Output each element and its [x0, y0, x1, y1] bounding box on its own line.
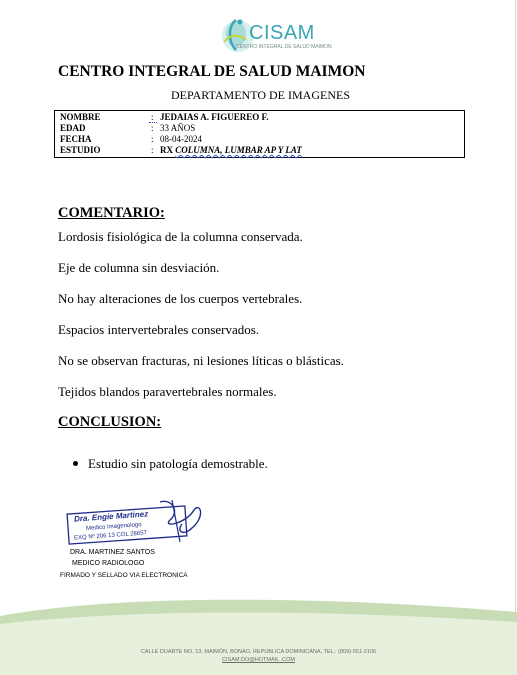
conclusion-heading: CONCLUSION:: [58, 414, 162, 430]
patient-value: JEDAIAS A. FIGUEREO F.: [160, 112, 269, 122]
footer-address: CALLE DUARTE NO. 13, MAIMÓN, BONAO, REPUBLICA DOMINICANA, TEL.: (809)-551-2106: [140, 649, 377, 655]
comentario-line: Espacios intervertebrales conservados.: [58, 322, 260, 337]
stamp-line-id: EXQ Nº 206 13 COL 28657: [73, 530, 148, 542]
patient-value: [160, 145, 302, 156]
department-title: DEPARTAMENTO DE IMAGENES: [171, 88, 350, 102]
study-prefix: RX: [160, 145, 173, 155]
signature-stamp: [60, 498, 210, 548]
doctor-name: DRA. MARTINEZ SANTOS: [70, 549, 155, 556]
footer-wave: [0, 598, 517, 675]
patient-label: NOMBRE: [60, 112, 101, 122]
patient-colon: :: [151, 123, 154, 133]
bullet-icon: [73, 461, 78, 466]
patient-colon: :: [151, 145, 154, 155]
comentario-line: Tejidos blandos paravertebrales normales.: [58, 384, 277, 399]
institution-title: CENTRO INTEGRAL DE SALUD MAIMON: [58, 63, 366, 80]
logo-name: CISAM: [249, 22, 315, 44]
patient-value: 33 AÑOS: [160, 123, 196, 133]
patient-label: EDAD: [60, 123, 86, 133]
patient-label: FECHA: [60, 134, 92, 144]
doctor-title: MEDICO RADIOLOGO: [72, 560, 145, 567]
comentario-line: Eje de columna sin desviación.: [58, 260, 220, 275]
logo-subtitle: CENTRO INTEGRAL DE SALUD MAIMON: [236, 44, 332, 50]
study-name: COLUMNA, LUMBAR AP Y LAT: [175, 145, 302, 155]
stamp-line-title: Medico Imagenologo: [85, 522, 142, 532]
patient-value: 08-04-2024: [160, 134, 202, 144]
conclusion-item: Estudio sin patología demostrable.: [88, 456, 268, 471]
footer-email: CISAM.DO@HOTMAIL .COM: [222, 657, 295, 663]
patient-colon: :: [151, 134, 154, 144]
comentario-line: Lordosis fisiológica de la columna conservada.: [58, 229, 303, 244]
patient-label: ESTUDIO: [60, 145, 101, 155]
comentario-line: No se observan fracturas, ni lesiones líticas o blásticas.: [58, 353, 344, 368]
patient-colon: :: [151, 112, 154, 122]
stamp-line-name: Dra. Engie Martinez: [73, 509, 149, 524]
signed-note: FIRMADO Y SELLADO VIA ELECTRONICA: [60, 572, 188, 579]
comentario-heading: COMENTARIO:: [58, 205, 165, 221]
comentario-line: No hay alteraciones de los cuerpos vertebrales.: [58, 291, 303, 306]
patient-info-box: [54, 110, 465, 158]
